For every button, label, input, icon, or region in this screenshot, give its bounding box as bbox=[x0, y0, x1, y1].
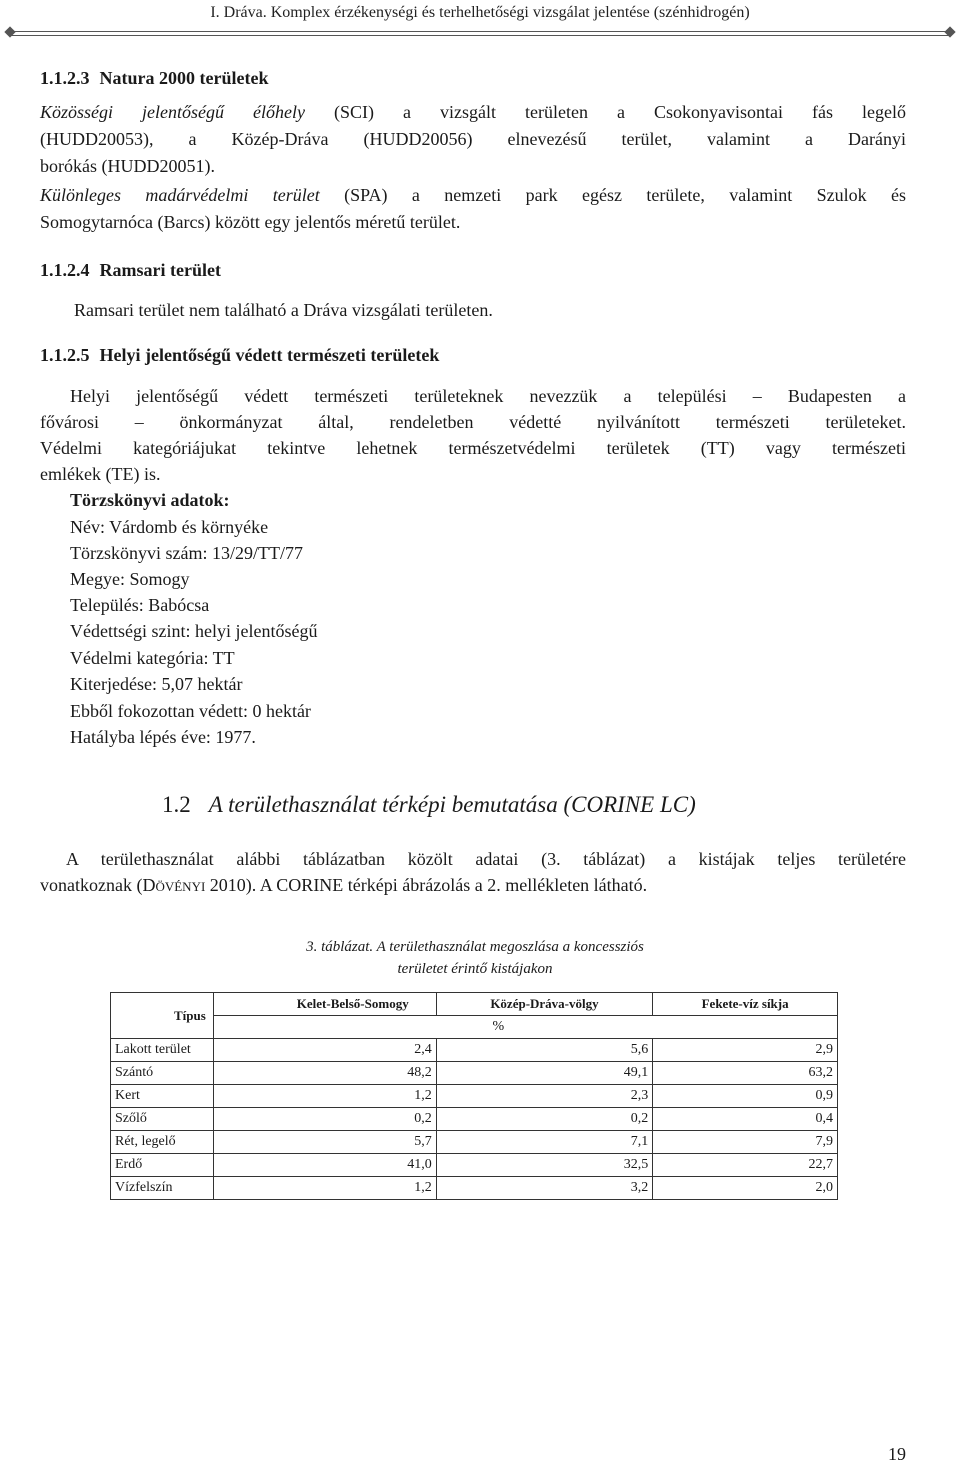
table-row bbox=[111, 1131, 838, 1154]
table-row bbox=[111, 1085, 838, 1108]
table-cell: 1,2 bbox=[213, 1177, 436, 1200]
page-number: 19 bbox=[888, 1444, 906, 1464]
sci-term: Közösségi jelentőségű élőhely bbox=[40, 102, 305, 122]
spa-term: Különleges madárvédelmi terület bbox=[40, 185, 320, 205]
type-header: Típus bbox=[111, 993, 214, 1039]
row-label: Szántó bbox=[111, 1062, 214, 1085]
register-title: Törzskönyvi adatok: bbox=[70, 490, 230, 510]
intro-text-a: vonatkoznak (D bbox=[40, 875, 156, 895]
register-item: Törzskönyvi szám: 13/29/TT/77 bbox=[70, 543, 303, 563]
sci-line-1 bbox=[40, 99, 906, 125]
table-cell: 2,9 bbox=[653, 1039, 838, 1062]
table-cell: 7,9 bbox=[653, 1131, 838, 1154]
intro-text-b: 2010). A CORINE térképi ábrázolás a 2. mellékleten látható. bbox=[205, 875, 648, 895]
table-header-row bbox=[111, 993, 838, 1016]
table-cell: 32,5 bbox=[436, 1154, 653, 1177]
row-label: Lakott terület bbox=[111, 1039, 214, 1062]
section-title: Helyi jelentőségű védett természeti területek bbox=[99, 345, 440, 365]
column-header: Fekete-víz síkja bbox=[653, 993, 838, 1016]
table-cell: 2,0 bbox=[653, 1177, 838, 1200]
section-title: Natura 2000 területek bbox=[99, 68, 269, 88]
table-cell: 22,7 bbox=[653, 1154, 838, 1177]
table-cell: 7,1 bbox=[436, 1131, 653, 1154]
register-item: Hatályba lépés éve: 1977. bbox=[70, 727, 256, 747]
table-cell: 2,3 bbox=[436, 1085, 653, 1108]
table-body bbox=[111, 1039, 838, 1200]
table-cell: 2,4 bbox=[213, 1039, 436, 1062]
spa-line-2: Somogytarnóca (Barcs) között egy jelentős méretű terület. bbox=[40, 212, 461, 232]
row-label: Rét, legelő bbox=[111, 1131, 214, 1154]
unit-label: % bbox=[492, 1019, 505, 1034]
chapter-number: 1.2 bbox=[162, 792, 191, 817]
local-para-line-4: emlékek (TE) is. bbox=[40, 464, 161, 484]
table-cell: 0,9 bbox=[653, 1085, 838, 1108]
header-rule bbox=[10, 31, 950, 36]
column-header: Kelet-Belső-Somogy bbox=[213, 993, 436, 1016]
table-cell: 1,2 bbox=[213, 1085, 436, 1108]
register-item: Védelmi kategória: TT bbox=[70, 648, 235, 668]
landuse-intro-line-1: A területhasználat alábbi táblázatban közölt adatai (3. táblázat) a kistájak teljes területére bbox=[66, 849, 906, 869]
table-cell: 5,7 bbox=[213, 1131, 436, 1154]
section-number: 1.1.2.3 bbox=[40, 68, 90, 88]
table-row bbox=[111, 1177, 838, 1200]
row-label: Szőlő bbox=[111, 1108, 214, 1131]
table-cell: 0,2 bbox=[436, 1108, 653, 1131]
table-cell: 49,1 bbox=[436, 1062, 653, 1085]
register-item: Védettségi szint: helyi jelentőségű bbox=[70, 621, 318, 641]
sci-line-3: borókás (HUDD20051). bbox=[40, 156, 215, 176]
unit-cell bbox=[213, 1016, 837, 1039]
column-header: Közép-Dráva-völgy bbox=[436, 993, 653, 1016]
table-row bbox=[111, 1108, 838, 1131]
table-row bbox=[111, 1062, 838, 1085]
section-heading-1123 bbox=[40, 68, 268, 89]
section-heading-1125 bbox=[40, 345, 439, 366]
table-caption-line-2: területet érintő kistájakon bbox=[397, 961, 553, 977]
chapter-title: A területhasználat térképi bemutatása (CORINE LC) bbox=[208, 792, 696, 817]
table-cell: 63,2 bbox=[653, 1062, 838, 1085]
sci-line-1-text: (SCI) a vizsgált területen a Csokonyavisontai fás legelő bbox=[304, 102, 906, 122]
section-title: Ramsari terület bbox=[99, 260, 221, 280]
register-item: Kiterjedése: 5,07 hektár bbox=[70, 674, 243, 694]
section-heading-1124 bbox=[40, 260, 221, 281]
register-item: Megye: Somogy bbox=[70, 569, 190, 589]
section-number: 1.1.2.4 bbox=[40, 260, 90, 280]
register-item: Település: Babócsa bbox=[70, 595, 210, 615]
landuse-table bbox=[110, 992, 838, 1200]
spa-line-1-text: (SPA) a nemzeti park egész területe, valamint Szulok és bbox=[319, 185, 907, 205]
table-row bbox=[111, 1039, 838, 1062]
table-cell: 3,2 bbox=[436, 1177, 653, 1200]
table-cell: 5,6 bbox=[436, 1039, 653, 1062]
row-label: Vízfelszín bbox=[111, 1177, 214, 1200]
local-para-line-2: fővárosi – önkormányzat által, rendeletben védetté nyilvánított természeti területeket. bbox=[40, 412, 906, 432]
table-cell: 48,2 bbox=[213, 1062, 436, 1085]
chapter-heading-12 bbox=[162, 792, 696, 818]
table-caption-line-1: 3. táblázat. A területhasználat megoszlása a koncessziós bbox=[306, 939, 644, 955]
table-row bbox=[111, 1154, 838, 1177]
row-label: Kert bbox=[111, 1085, 214, 1108]
section-number: 1.1.2.5 bbox=[40, 345, 90, 365]
landuse-intro-line-2 bbox=[40, 872, 906, 898]
register-item: Ebből fokozottan védett: 0 hektár bbox=[70, 701, 311, 721]
author-smallcaps: övényi bbox=[155, 875, 206, 895]
ramsar-text: Ramsari terület nem található a Dráva vizsgálati területen. bbox=[74, 300, 493, 320]
row-label: Erdő bbox=[111, 1154, 214, 1177]
table-cell: 41,0 bbox=[213, 1154, 436, 1177]
sci-line-2: (HUDD20053), a Közép-Dráva (HUDD20056) elnevezésű terület, valamint a Darányi bbox=[40, 129, 906, 149]
running-header: I. Dráva. Komplex érzékenységi és terhelhetőségi vizsgálat jelentése (szénhidrogén) bbox=[210, 4, 750, 21]
local-para-line-3: Védelmi kategóriájukat tekintve lehetnek természetvédelmi területek (TT) vagy természeti bbox=[40, 438, 906, 458]
local-para-line-1: Helyi jelentőségű védett természeti területeknek nevezzük a települési – Budapesten a bbox=[70, 386, 906, 406]
table-unit-row bbox=[111, 1016, 838, 1039]
table-cell: 0,4 bbox=[653, 1108, 838, 1131]
spa-line-1 bbox=[40, 182, 906, 208]
register-item: Név: Várdomb és környéke bbox=[70, 517, 269, 537]
table-cell: 0,2 bbox=[213, 1108, 436, 1131]
